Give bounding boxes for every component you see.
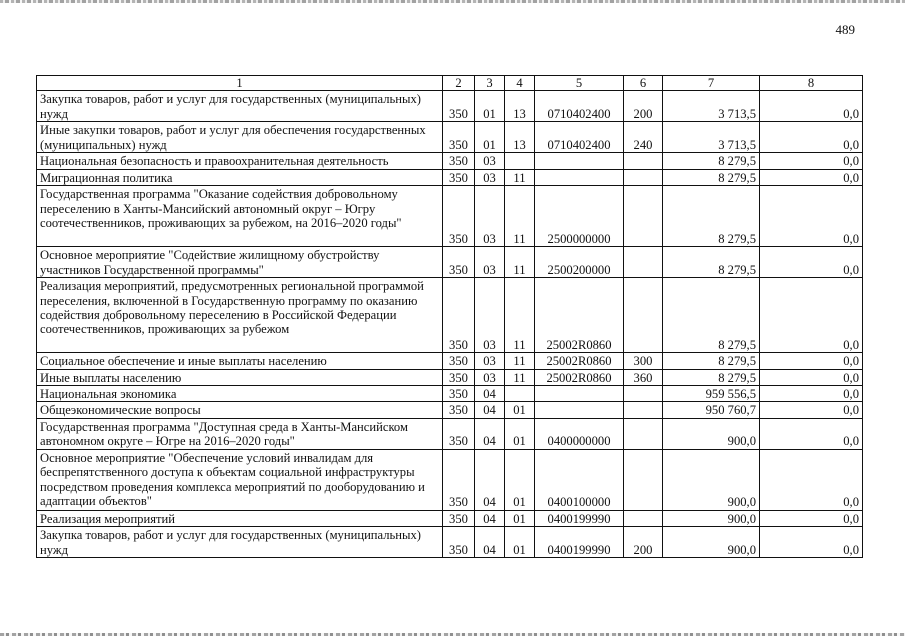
- cell-section: 03: [475, 247, 505, 278]
- table-row: [37, 418, 863, 449]
- cell-subsection: 11: [505, 353, 535, 369]
- cell-expense-type: [624, 449, 663, 510]
- cell-subsection: 01: [505, 527, 535, 558]
- cell-section: 01: [475, 122, 505, 153]
- cell-amount-2: 0,0: [760, 153, 863, 169]
- cell-target-item: [535, 386, 624, 402]
- cell-ministry: 350: [443, 527, 475, 558]
- cell-subsection: 11: [505, 169, 535, 185]
- cell-target-item: [535, 169, 624, 185]
- cell-section: 04: [475, 449, 505, 510]
- table-row: [37, 186, 863, 247]
- table-row: [37, 353, 863, 369]
- cell-target-item: 2500000000: [535, 186, 624, 247]
- cell-amount: 900,0: [663, 449, 760, 510]
- cell-amount-2: 0,0: [760, 169, 863, 185]
- cell-expense-type: [624, 153, 663, 169]
- cell-expense-type: [624, 402, 663, 418]
- cell-amount-2: 0,0: [760, 247, 863, 278]
- table-row: [37, 386, 863, 402]
- cell-amount: 959 556,5: [663, 386, 760, 402]
- cell-expense-type: 300: [624, 353, 663, 369]
- cell-expense-type: [624, 186, 663, 247]
- cell-ministry: 350: [443, 122, 475, 153]
- cell-amount: 900,0: [663, 527, 760, 558]
- cell-amount: 8 279,5: [663, 153, 760, 169]
- cell-expense-type: [624, 278, 663, 353]
- row-name: Реализация мероприятий: [37, 510, 443, 526]
- table-row: [37, 169, 863, 185]
- cell-target-item: 25002R0860: [535, 278, 624, 353]
- cell-subsection: 01: [505, 449, 535, 510]
- row-name: Иные выплаты населению: [37, 369, 443, 385]
- cell-ministry: 350: [443, 278, 475, 353]
- cell-amount: 8 279,5: [663, 353, 760, 369]
- table-row: [37, 510, 863, 526]
- column-header: 1: [37, 76, 443, 91]
- cell-target-item: 0400199990: [535, 510, 624, 526]
- row-name: Закупка товаров, работ и услуг для государственных (муниципальных) нужд: [37, 527, 443, 558]
- cell-amount-2: 0,0: [760, 91, 863, 122]
- cell-amount: 8 279,5: [663, 369, 760, 385]
- row-name: Реализация мероприятий, предусмотренных региональной программой переселения, включенной в Государственную программу по оказанию содействия добровольному переселению в Российской Федерации соотечественников, проживающих за рубежом: [37, 278, 443, 353]
- row-name: Миграционная политика: [37, 169, 443, 185]
- table-row: [37, 122, 863, 153]
- column-header: 8: [760, 76, 863, 91]
- cell-ministry: 350: [443, 247, 475, 278]
- cell-target-item: 0400000000: [535, 418, 624, 449]
- row-name: Основное мероприятие "Обеспечение условий инвалидам для беспрепятственного доступа к объектам социальной инфраструктуры посредством проведения комплекса мероприятий по дооборудованию и адаптации объектов": [37, 449, 443, 510]
- column-header: 4: [505, 76, 535, 91]
- cell-ministry: 350: [443, 449, 475, 510]
- row-name: Национальная экономика: [37, 386, 443, 402]
- cell-section: 03: [475, 353, 505, 369]
- cell-ministry: 350: [443, 386, 475, 402]
- cell-expense-type: [624, 169, 663, 185]
- cell-subsection: 13: [505, 122, 535, 153]
- cell-amount: 3 713,5: [663, 122, 760, 153]
- table-row: [37, 449, 863, 510]
- cell-amount: 8 279,5: [663, 169, 760, 185]
- row-name: Основное мероприятие "Содействие жилищному обустройству участников Государственной программы": [37, 247, 443, 278]
- cell-subsection: [505, 153, 535, 169]
- cell-section: 03: [475, 369, 505, 385]
- cell-target-item: 0710402400: [535, 122, 624, 153]
- row-name: Общеэкономические вопросы: [37, 402, 443, 418]
- table-row: [37, 153, 863, 169]
- cell-target-item: 0400100000: [535, 449, 624, 510]
- cell-section: 04: [475, 402, 505, 418]
- cell-subsection: 11: [505, 186, 535, 247]
- cell-amount: 8 279,5: [663, 186, 760, 247]
- column-header: 3: [475, 76, 505, 91]
- column-header: 2: [443, 76, 475, 91]
- page-number: 489: [835, 22, 855, 37]
- cell-amount-2: 0,0: [760, 418, 863, 449]
- cell-expense-type: [624, 386, 663, 402]
- cell-section: 01: [475, 91, 505, 122]
- cell-amount: 900,0: [663, 418, 760, 449]
- cell-ministry: 350: [443, 153, 475, 169]
- row-name: Национальная безопасность и правоохранительная деятельность: [37, 153, 443, 169]
- table-row: [37, 247, 863, 278]
- cell-amount-2: 0,0: [760, 353, 863, 369]
- row-name: Государственная программа "Доступная среда в Ханты-Мансийском автономном округе – Югре на 2016–2020 годы": [37, 418, 443, 449]
- cell-section: 04: [475, 418, 505, 449]
- cell-amount-2: 0,0: [760, 386, 863, 402]
- cell-amount-2: 0,0: [760, 278, 863, 353]
- cell-expense-type: [624, 247, 663, 278]
- cell-expense-type: [624, 510, 663, 526]
- table-row: [37, 369, 863, 385]
- cell-amount: 3 713,5: [663, 91, 760, 122]
- budget-table: [36, 75, 863, 558]
- cell-target-item: 0710402400: [535, 91, 624, 122]
- row-name: Закупка товаров, работ и услуг для государственных (муниципальных) нужд: [37, 91, 443, 122]
- cell-subsection: 11: [505, 278, 535, 353]
- cell-expense-type: [624, 418, 663, 449]
- cell-section: 04: [475, 386, 505, 402]
- row-name: Социальное обеспечение и иные выплаты населению: [37, 353, 443, 369]
- cell-subsection: 11: [505, 369, 535, 385]
- cell-amount: 8 279,5: [663, 278, 760, 353]
- cell-ministry: 350: [443, 418, 475, 449]
- cell-amount-2: 0,0: [760, 186, 863, 247]
- cell-subsection: 01: [505, 418, 535, 449]
- cell-subsection: 11: [505, 247, 535, 278]
- cell-ministry: 350: [443, 186, 475, 247]
- cell-amount-2: 0,0: [760, 510, 863, 526]
- table-row: [37, 402, 863, 418]
- cell-ministry: 350: [443, 169, 475, 185]
- cell-amount-2: 0,0: [760, 527, 863, 558]
- scan-edge-top: [0, 0, 905, 3]
- cell-expense-type: 360: [624, 369, 663, 385]
- cell-subsection: 01: [505, 402, 535, 418]
- cell-expense-type: 200: [624, 91, 663, 122]
- cell-ministry: 350: [443, 353, 475, 369]
- table-header-row: [37, 76, 863, 91]
- cell-section: 03: [475, 278, 505, 353]
- cell-target-item: 25002R0860: [535, 369, 624, 385]
- row-name: Иные закупки товаров, работ и услуг для обеспечения государственных (муниципальных) нужд: [37, 122, 443, 153]
- cell-section: 03: [475, 153, 505, 169]
- cell-expense-type: 200: [624, 527, 663, 558]
- cell-ministry: 350: [443, 91, 475, 122]
- table-row: [37, 91, 863, 122]
- scan-edge-bottom: [0, 633, 905, 636]
- cell-expense-type: 240: [624, 122, 663, 153]
- cell-ministry: 350: [443, 402, 475, 418]
- cell-amount: 8 279,5: [663, 247, 760, 278]
- row-name: Государственная программа "Оказание содействия добровольному переселению в Ханты-Мансийский автономный округ – Югру соотечественников, проживающих за рубежом, на 2016–2020 годы": [37, 186, 443, 247]
- cell-ministry: 350: [443, 369, 475, 385]
- column-header: 6: [624, 76, 663, 91]
- cell-target-item: 25002R0860: [535, 353, 624, 369]
- column-header: 5: [535, 76, 624, 91]
- cell-section: 04: [475, 527, 505, 558]
- cell-section: 03: [475, 186, 505, 247]
- cell-subsection: 01: [505, 510, 535, 526]
- table-row: [37, 527, 863, 558]
- cell-target-item: 0400199990: [535, 527, 624, 558]
- table-row: [37, 278, 863, 353]
- cell-amount-2: 0,0: [760, 122, 863, 153]
- cell-amount-2: 0,0: [760, 449, 863, 510]
- cell-target-item: 2500200000: [535, 247, 624, 278]
- cell-target-item: [535, 402, 624, 418]
- cell-amount-2: 0,0: [760, 402, 863, 418]
- cell-target-item: [535, 153, 624, 169]
- cell-amount: 900,0: [663, 510, 760, 526]
- column-header: 7: [663, 76, 760, 91]
- cell-subsection: [505, 386, 535, 402]
- cell-amount: 950 760,7: [663, 402, 760, 418]
- cell-amount-2: 0,0: [760, 369, 863, 385]
- cell-ministry: 350: [443, 510, 475, 526]
- cell-section: 03: [475, 169, 505, 185]
- cell-section: 04: [475, 510, 505, 526]
- cell-subsection: 13: [505, 91, 535, 122]
